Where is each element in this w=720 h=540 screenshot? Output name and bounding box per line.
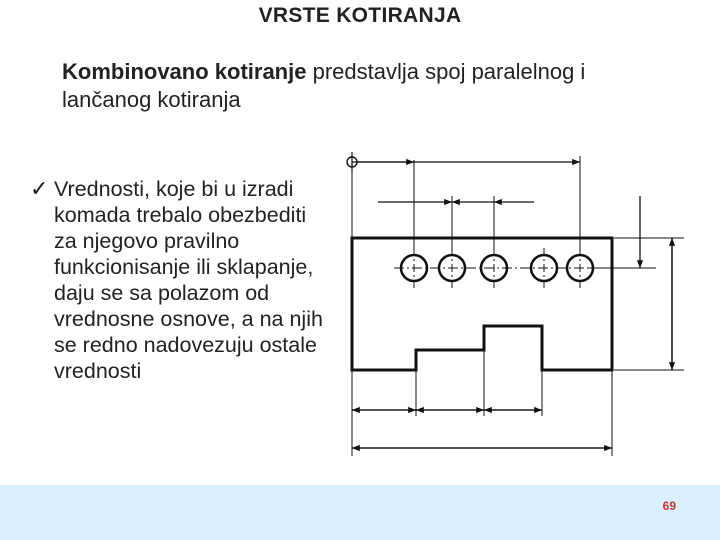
technical-drawing bbox=[338, 146, 690, 462]
footer-bar bbox=[0, 485, 720, 540]
intro-paragraph bbox=[62, 58, 662, 114]
page-number: 69 bbox=[662, 499, 676, 513]
intro-definition: predstavlja spoj paralelnog i lančanog kotiranja bbox=[62, 59, 586, 112]
intro-term: Kombinovano kotiranje bbox=[62, 59, 307, 84]
checkmark-icon: ✓ bbox=[30, 176, 49, 201]
slide-title: VRSTE KOTIRANJA bbox=[258, 4, 462, 27]
bullet-text: Vrednosti, koje bi u izradi komada trebalo obezbediti za njegovo pravilno funkcionisanje ili sklapanje, daju se sa polazom od vrednosne osnove, a na njih se redno nadovezuju ostale vrednosti bbox=[54, 177, 323, 383]
